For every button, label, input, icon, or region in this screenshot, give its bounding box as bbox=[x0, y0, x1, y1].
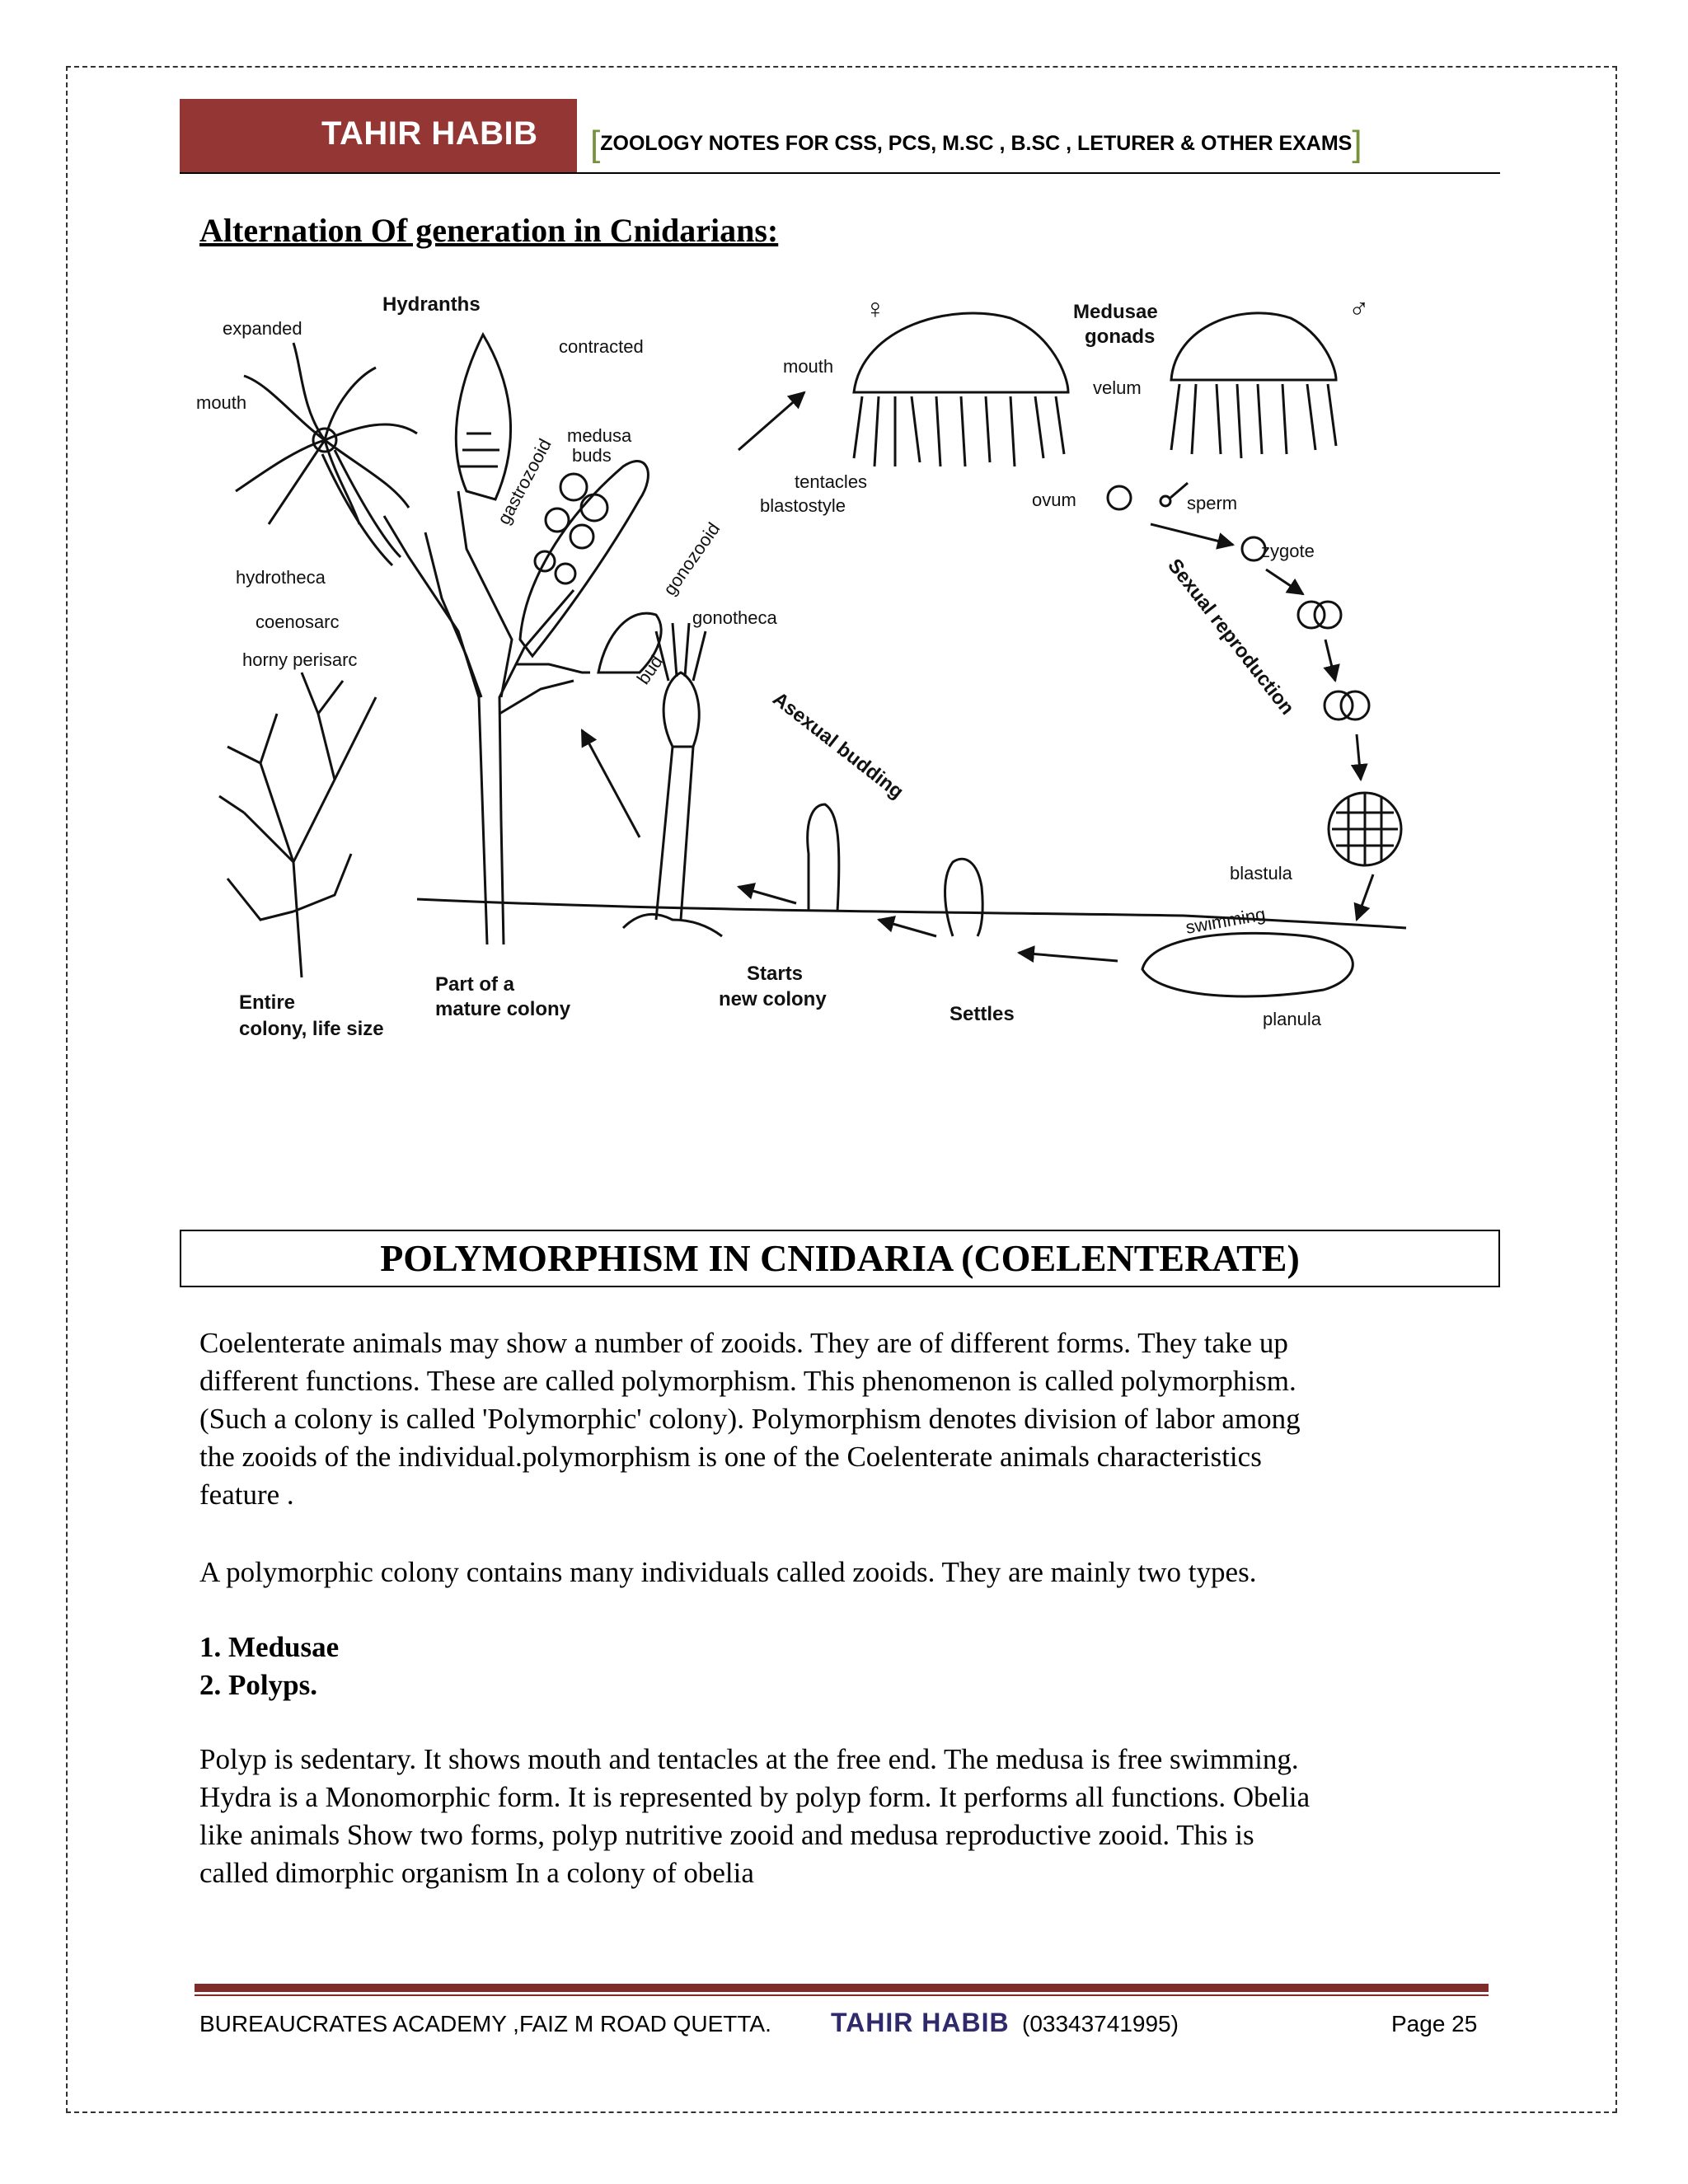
header-bracket-open: [ bbox=[590, 124, 601, 164]
label-tentacles: tentacles bbox=[795, 471, 868, 492]
zooid-types-list bbox=[199, 1629, 339, 1704]
label-blastula: blastula bbox=[1230, 863, 1292, 883]
entire-colony-drawing bbox=[219, 673, 376, 977]
sperm-cell bbox=[1160, 483, 1188, 506]
ovum-cell bbox=[1108, 486, 1131, 509]
planula-drawing bbox=[1142, 933, 1353, 996]
paragraph-line: Coelenterate animals may show a number of zooids. They are of different forms. They take up bbox=[199, 1327, 1288, 1359]
paragraph-line: feature . bbox=[199, 1479, 294, 1511]
label-part-of-colony-line1: Part of a bbox=[435, 973, 515, 996]
label-settles: Settles bbox=[950, 1003, 1015, 1025]
label-mouth-polyp: mouth bbox=[196, 392, 247, 413]
male-medusa-drawing bbox=[1171, 313, 1336, 458]
footer-author: TAHIR HABIB bbox=[831, 2008, 1010, 2037]
label-medusae: Medusae bbox=[1073, 301, 1158, 323]
paragraph-line: different functions. These are called polymorphism. This phenomenon is called polymorphism. bbox=[199, 1365, 1296, 1397]
header-bracket-close: ] bbox=[1352, 124, 1362, 164]
paragraph-line: (Such a colony is called 'Polymorphic' colony). Polymorphism denotes division of labor among bbox=[199, 1403, 1301, 1435]
header-rule bbox=[180, 172, 1500, 174]
label-gonads: gonads bbox=[1085, 326, 1156, 348]
label-starts-line1: Starts bbox=[747, 963, 804, 985]
polymorphism-heading: POLYMORPHISM IN CNIDARIA (COELENTERATE) bbox=[180, 1230, 1500, 1287]
label-sexual-reproduction: Sexual reproduction bbox=[1163, 555, 1299, 719]
label-mouth-medusa: mouth bbox=[783, 356, 834, 377]
label-asexual-budding: Asexual budding bbox=[768, 687, 908, 804]
footer-address: BUREAUCRATES ACADEMY ,FAIZ M ROAD QUETTA. bbox=[199, 2011, 771, 2036]
obelia-life-cycle-diagram bbox=[195, 285, 1414, 1052]
paragraph-line: called dimorphic organism In a colony of obelia bbox=[199, 1857, 754, 1889]
label-swimming: swimming bbox=[1184, 903, 1268, 938]
label-velum: velum bbox=[1093, 377, 1142, 398]
label-bud: bud bbox=[632, 651, 668, 688]
header-author: TAHIR HABIB bbox=[321, 115, 538, 152]
label-hydrotheca: hydrotheca bbox=[236, 567, 326, 588]
label-planula: planula bbox=[1263, 1009, 1321, 1029]
section-title: Alternation Of generation in Cnidarians: bbox=[199, 212, 779, 249]
label-coenosarc: coenosarc bbox=[256, 612, 340, 632]
label-expanded: expanded bbox=[223, 318, 302, 339]
label-horny-perisarc: horny perisarc bbox=[242, 649, 358, 670]
list-item: 1. Medusae bbox=[199, 1631, 340, 1663]
label-entire-colony-line2: colony, life size bbox=[239, 1018, 384, 1040]
two-cell-stage bbox=[1298, 602, 1341, 628]
label-female-symbol: ♀ bbox=[865, 293, 886, 325]
paragraph-line: like animals Show two forms, polyp nutritive zooid and medusa reproductive zooid. This is bbox=[199, 1819, 1254, 1851]
paragraph-line: Hydra is a Monomorphic form. It is represented by polyp form. It performs all functions. Obelia bbox=[199, 1781, 1311, 1813]
footer-rule-thick bbox=[195, 1984, 1489, 1992]
paragraph-line: the zooids of the individual.polymorphism is one of the Coelenterate animals characteristics bbox=[199, 1441, 1262, 1473]
label-contracted: contracted bbox=[559, 336, 644, 357]
label-zygote: zygote bbox=[1261, 541, 1315, 561]
label-gonozooid: gonozooid bbox=[659, 518, 724, 599]
label-gonotheca: gonotheca bbox=[692, 607, 777, 628]
label-entire-colony-line1: Entire bbox=[239, 991, 296, 1014]
label-hydranths: Hydranths bbox=[382, 293, 481, 316]
label-medusa-buds-line2: buds bbox=[572, 445, 612, 466]
footer-page-number: Page 25 bbox=[1391, 2011, 1478, 2036]
female-medusa-drawing bbox=[854, 313, 1068, 466]
footer-phone: (03343741995) bbox=[1022, 2011, 1179, 2036]
paragraph-zooids: A polymorphic colony contains many individuals called zooids. They are mainly two types. bbox=[199, 1556, 1257, 1588]
paragraph-polyp-medusa bbox=[199, 1741, 1485, 1892]
label-male-symbol: ♂ bbox=[1348, 293, 1370, 325]
label-starts-line2: new colony bbox=[719, 988, 827, 1010]
label-ovum: ovum bbox=[1032, 490, 1076, 510]
paragraph-intro bbox=[199, 1324, 1485, 1514]
label-sperm: sperm bbox=[1187, 493, 1238, 513]
header-subtitle bbox=[590, 124, 1362, 165]
blastula-drawing bbox=[1329, 793, 1401, 865]
label-medusa-buds-line1: medusa bbox=[567, 425, 632, 446]
label-blastostyle: blastostyle bbox=[760, 495, 846, 516]
list-item: 2. Polyps. bbox=[199, 1669, 317, 1701]
footer-rule-thin bbox=[195, 1994, 1489, 1996]
four-cell-stage bbox=[1325, 691, 1369, 719]
new-colony-drawing bbox=[623, 623, 982, 936]
paragraph-line: Polyp is sedentary. It shows mouth and tentacles at the free end. The medusa is free swimming. bbox=[199, 1743, 1299, 1775]
label-gastrozooid: gastrozooid bbox=[493, 435, 556, 528]
label-part-of-colony-line2: mature colony bbox=[435, 998, 571, 1020]
header-subtitle-text: ZOOLOGY NOTES FOR CSS, PCS, M.SC , B.SC , LETURER & OTHER EXAMS bbox=[600, 132, 1353, 155]
